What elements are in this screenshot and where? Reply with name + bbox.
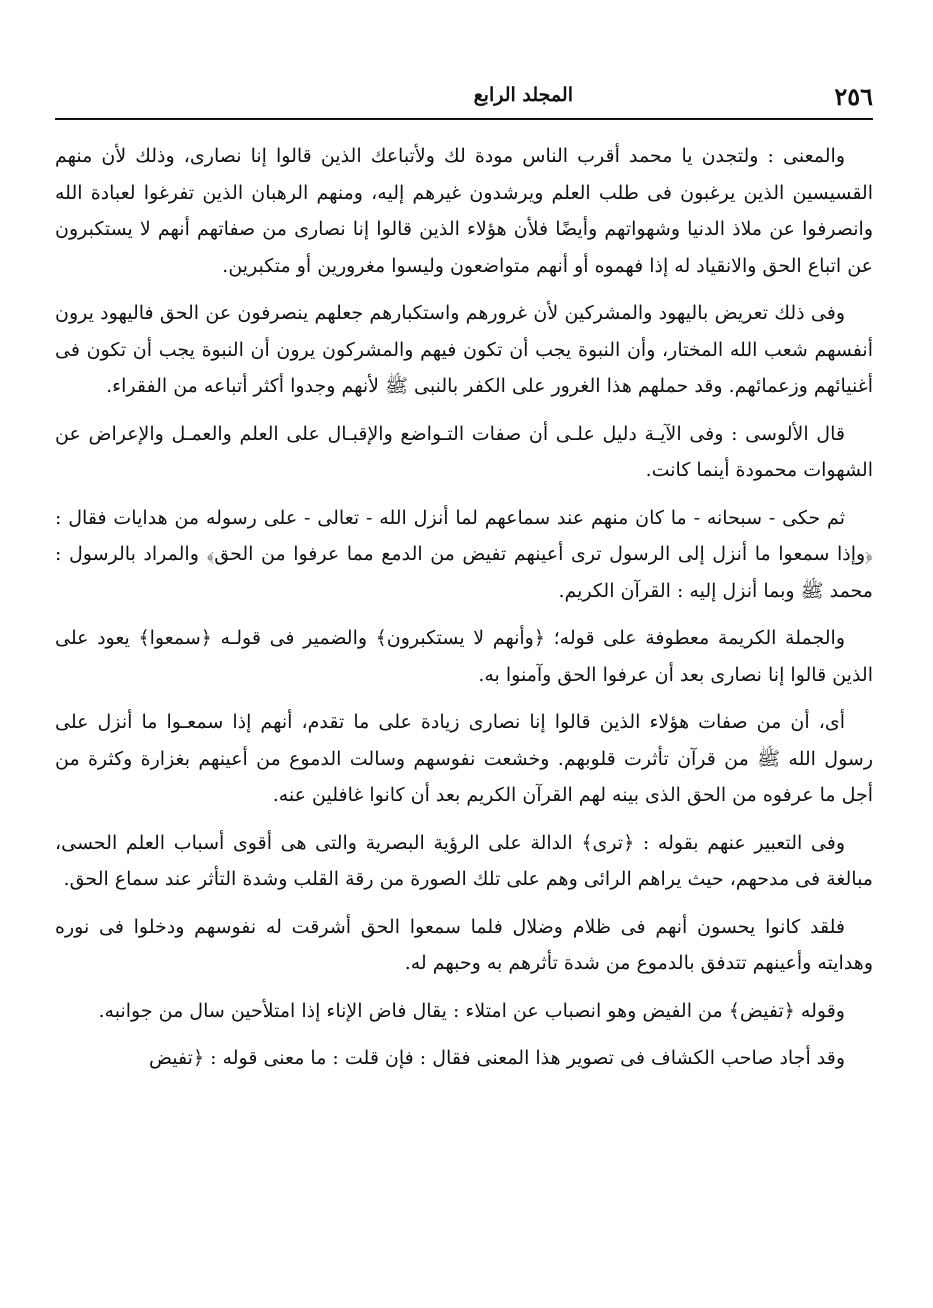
paragraph: قال الألوسى : وفى الآيـة دليل علـى أن صفات التـواضع والإقبـال على العلم والعمـل والإعراض عن الشهوات محمودة أينما كانت. <box>55 422 873 481</box>
paragraph: وقد أجاد صاحب الكشاف فى تصوير هذا المعنى فقال : فإن قلت : ما معنى قوله : ﴿تفيض <box>149 1047 845 1069</box>
paragraph: وقوله ﴿تفيض﴾ من الفيض وهو انصباب عن امتلاء : يقال فاض الإناء إذا امتلأحين سال من جوانبه. <box>98 999 845 1022</box>
volume-title: المجلد الرابع <box>473 84 573 106</box>
paragraph: والجملة الكريمة معطوفة على قوله؛ ﴿وأنهم لا يستكبرون﴾ والضمير فى قولـه ﴿سمعوا﴾ يعود على الذين قالوا إنا نصارى بعد أن عرفوا الحق وآمنوا به. <box>55 627 873 686</box>
page-number: ٢٥٦ <box>834 82 873 111</box>
book-page <box>55 72 873 1292</box>
paragraph: والمعنى : ولتجدن يا محمد أقرب الناس مودة لك ولأتباعك الذين قالوا إنا نصارى، وذلك لأن منهم القسيسين الذين يرغبون فى طلب العلم ويرشدون غيرهم إليه، ومنهم الرهبان الذين تفرغوا لعبادة الله وانصرفوا عن ملاذ الدنيا وشهواتهم وأيضًا فلأن هؤلاء الذين قالوا إنا نصارى من صفاتهم أنهم لا يستكبرون عن اتباع الحق والانقياد له إذا فهموه أو أنهم متواضعون وليسوا مغرورين أو متكبرين. <box>55 145 873 277</box>
paragraph: فلقد كانوا يحسون أنهم فى ظلام وضلال فلما سمعوا الحق أشرقت له نفوسهم ودخلوا فى نوره وهدايته وأعينهم تتدفق بالدموع من شدة تأثرهم به وحبهم له. <box>55 915 873 974</box>
header-rule <box>55 118 873 120</box>
paragraph: وفى التعبير عنهم بقوله : ﴿ترى﴾ الدالة على الرؤية البصرية والتى هى أقوى أسباب العلم الحسى، مبالغة فى مدحهم، حيث يراهم الرائى وهم على تلك الصورة من رقة القلب وشدة التأثر عند سماع الحق. <box>55 831 873 890</box>
page-header <box>55 72 873 112</box>
paragraph: ثم حكى - سبحانه - ما كان منهم عند سماعهم لما أنزل الله - تعالى - على رسوله من هدايات فقال : ﴿وإذا سمعوا ما أنزل إلى الرسول ترى أعينهم تفيض من الدمع مما عرفوا من الحق﴾ والمراد بالرسول : محمد ﷺ وبما أنزل إليه : القرآن الكريم. <box>55 506 873 602</box>
paragraph: وفى ذلك تعريض باليهود والمشركين لأن غرورهم واستكبارهم جعلهم ينصرفون عن الحق فاليهود يرون أنفسهم شعب الله المختار، وأن النبوة يجب أن تكون فيهم والمشركون يرون أن النبوة يجب أن تكون فى أغنيائهم وزعمائهم. وقد حملهم هذا الغرور على الكفر بالنبى ﷺ لأنهم وجدوا أكثر أتباعه من الفقراء. <box>55 302 873 397</box>
page-body <box>55 138 873 1088</box>
paragraph: أى، أن من صفات هؤلاء الذين قالوا إنا نصارى زيادة على ما تقدم، أنهم إذا سمعـوا ما أنزل على رسول الله ﷺ من قرآن تأثرت قلوبهم. وخشعت نفوسهم وسالت الدموع من أعينهم بغزارة وكثرة من أجل ما عرفوه من الحق الذى بينه لهم القرآن الكريم بعد أن كانوا غافلين عنه. <box>55 711 873 806</box>
